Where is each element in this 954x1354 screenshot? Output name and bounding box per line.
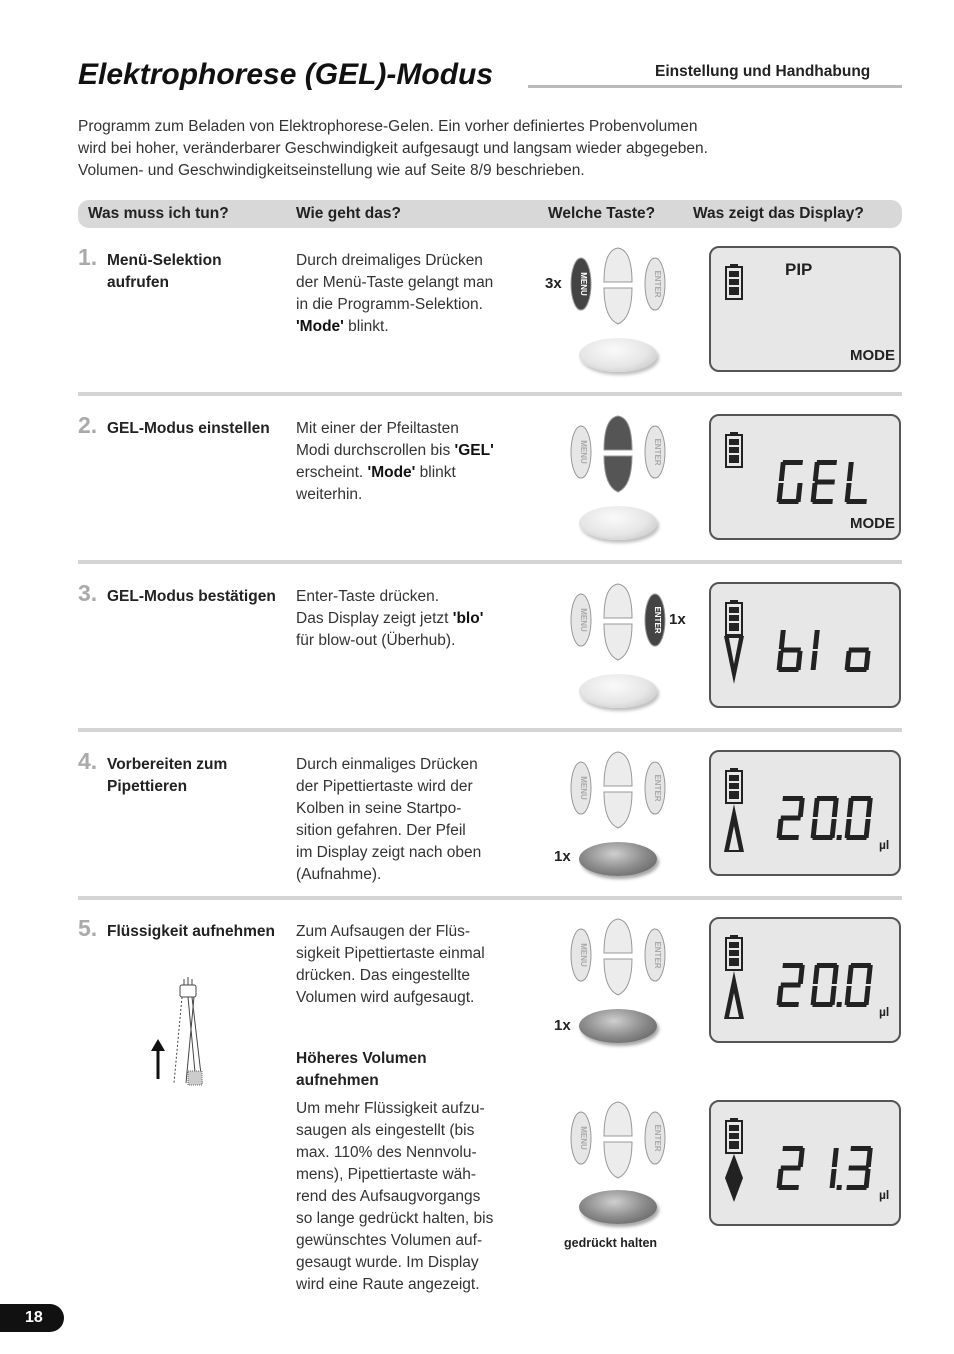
arrow-up-key[interactable] bbox=[604, 752, 632, 786]
subhead-line: aufnehmen bbox=[296, 1072, 379, 1089]
arrow-down-key[interactable] bbox=[604, 288, 632, 324]
lcd-mode-label: MODE bbox=[850, 347, 895, 364]
svg-text:MENU: MENU bbox=[579, 272, 588, 296]
description-line: 'Mode' blinkt. bbox=[296, 318, 389, 335]
pipette-keypad bbox=[570, 917, 668, 997]
pipette-keypad bbox=[570, 750, 668, 830]
svg-text:MENU: MENU bbox=[579, 776, 588, 800]
lcd-display bbox=[709, 582, 901, 708]
description-line: sigkeit Pipettiertaste einmal bbox=[296, 945, 485, 962]
step-divider bbox=[78, 392, 902, 396]
pipette-illustration bbox=[140, 975, 210, 1090]
step-divider bbox=[78, 560, 902, 564]
svg-text:ENTER: ENTER bbox=[653, 774, 662, 802]
step-title: Flüssigkeit aufnehmen bbox=[107, 923, 275, 940]
pipetting-button[interactable] bbox=[579, 1009, 657, 1043]
arrow-down-key[interactable] bbox=[604, 1142, 632, 1178]
lcd-unit-label: µl bbox=[879, 838, 890, 852]
arrow-up-key[interactable] bbox=[604, 584, 632, 618]
menu-key[interactable] bbox=[571, 1112, 591, 1164]
step-number: 5. bbox=[78, 915, 98, 941]
step-description bbox=[296, 250, 531, 338]
enter-key[interactable] bbox=[645, 258, 665, 310]
lcd-segment bbox=[813, 798, 820, 817]
lcd-segment bbox=[778, 1185, 799, 1190]
step-divider bbox=[78, 896, 902, 900]
description-line: der Menü-Taste gelangt man bbox=[296, 274, 494, 291]
lcd-display bbox=[709, 917, 901, 1043]
intro-line: wird bei hoher, veränderbarer Geschwindigkeit aufgesaugt und langsam wieder abgegeben. bbox=[78, 140, 708, 157]
lcd-segment bbox=[847, 965, 854, 984]
description-line: in die Programm-Selektion. bbox=[296, 296, 483, 313]
arrow-down-key[interactable] bbox=[604, 456, 632, 492]
lcd-segment bbox=[812, 499, 833, 504]
step-title: GEL-Modus bestätigen bbox=[107, 588, 276, 605]
lcd-unit-label: µl bbox=[879, 1188, 890, 1202]
description-line: (Aufnahme). bbox=[296, 866, 382, 883]
title-rule bbox=[528, 85, 902, 88]
seven-segment-readout bbox=[775, 628, 885, 684]
lcd-segment bbox=[796, 483, 803, 502]
press-count: 1x bbox=[669, 611, 686, 628]
diamond-icon bbox=[721, 1154, 747, 1206]
step-description bbox=[296, 921, 531, 1009]
step-description bbox=[296, 754, 531, 886]
seven-segment-readout bbox=[775, 796, 885, 852]
lcd-segment bbox=[832, 1148, 839, 1167]
enter-key[interactable] bbox=[645, 762, 665, 814]
seven-segment-readout bbox=[775, 963, 885, 1019]
subheading-higher-volume bbox=[296, 1048, 427, 1092]
battery-icon bbox=[725, 264, 743, 300]
lcd-segment bbox=[813, 462, 820, 481]
description-line: für blow-out (Überhub). bbox=[296, 632, 456, 649]
arrow-down-key[interactable] bbox=[604, 792, 632, 828]
step-number: 3. bbox=[78, 580, 98, 606]
column-header-display: Was zeigt das Display? bbox=[693, 205, 864, 222]
step-number-wrap bbox=[78, 915, 97, 942]
step-number-wrap bbox=[78, 244, 97, 271]
step-title: Vorbereiten zum Pipettieren bbox=[107, 756, 228, 795]
menu-key[interactable] bbox=[571, 762, 591, 814]
lcd-program-label: PIP bbox=[785, 260, 813, 279]
description-line: gesaugt wurde. Im Display bbox=[296, 1254, 479, 1271]
lcd-segment bbox=[778, 835, 799, 840]
enter-key[interactable] bbox=[645, 594, 665, 646]
lcd-display bbox=[709, 246, 901, 372]
pipette-keypad bbox=[570, 582, 668, 662]
intro-line: Volumen- und Geschwindigkeitseinstellung wie auf Seite 8/9 beschrieben. bbox=[78, 162, 585, 179]
svg-text:ENTER: ENTER bbox=[653, 1124, 662, 1152]
arrow-up-key[interactable] bbox=[604, 416, 632, 450]
menu-key[interactable] bbox=[571, 594, 591, 646]
lcd-segment bbox=[846, 1185, 867, 1190]
lcd-segment bbox=[780, 816, 801, 821]
step-description bbox=[296, 586, 531, 652]
menu-key[interactable] bbox=[571, 929, 591, 981]
page-number: 18 bbox=[25, 1309, 43, 1326]
arrow-up-key[interactable] bbox=[604, 919, 632, 953]
column-header-what: Was muss ich tun? bbox=[88, 205, 229, 222]
svg-text:ENTER: ENTER bbox=[653, 270, 662, 298]
description-line: Um mehr Flüssigkeit aufzu- bbox=[296, 1100, 485, 1117]
lcd-display bbox=[709, 414, 901, 540]
lcd-display bbox=[709, 750, 901, 876]
column-header-how: Wie geht das? bbox=[296, 205, 401, 222]
step-title: GEL-Modus einstellen bbox=[107, 420, 270, 437]
pipette-tip-top bbox=[180, 985, 196, 997]
arrow-down-key[interactable] bbox=[604, 959, 632, 995]
svg-text:MENU: MENU bbox=[579, 1126, 588, 1150]
lcd-segment bbox=[846, 499, 867, 504]
description-line: mens), Pipettiertaste wäh- bbox=[296, 1166, 477, 1183]
description-line: sition gefahren. Der Pfeil bbox=[296, 822, 466, 839]
description-line: Kolben in seine Startpo- bbox=[296, 800, 462, 817]
svg-text:MENU: MENU bbox=[579, 440, 588, 464]
button-note: gedrückt halten bbox=[564, 1236, 658, 1250]
arrow-up-key[interactable] bbox=[604, 1102, 632, 1136]
svg-text:ENTER: ENTER bbox=[653, 438, 662, 466]
lcd-segment bbox=[813, 630, 820, 649]
step-number: 2. bbox=[78, 412, 98, 438]
enter-key[interactable] bbox=[645, 426, 665, 478]
decimal-point bbox=[836, 1185, 842, 1190]
pipette-keypad bbox=[570, 1100, 668, 1180]
step-description bbox=[296, 1098, 531, 1296]
lcd-segment bbox=[813, 965, 820, 984]
battery-icon bbox=[725, 600, 743, 636]
pipette-keypad bbox=[570, 414, 668, 494]
arrow-down-key[interactable] bbox=[604, 624, 632, 660]
battery-icon bbox=[725, 432, 743, 468]
description-line: gewünschtes Volumen auf- bbox=[296, 1232, 483, 1249]
column-header-key: Welche Taste? bbox=[548, 205, 656, 222]
description-line: Durch einmaliges Drücken bbox=[296, 756, 478, 773]
page-number-tab bbox=[0, 1304, 64, 1332]
lcd-segment bbox=[864, 651, 871, 670]
up-arrow-icon bbox=[151, 1039, 165, 1079]
description-line: weiterhin. bbox=[296, 486, 363, 503]
description-line: Durch dreimaliges Drücken bbox=[296, 252, 483, 269]
lcd-segment bbox=[814, 480, 835, 485]
intro-paragraph bbox=[78, 116, 818, 182]
description-line: Das Display zeigt jetzt 'blo' bbox=[296, 610, 484, 627]
description-line: saugen als eingestellt (bis bbox=[296, 1122, 475, 1139]
pipetting-button[interactable] bbox=[579, 674, 657, 708]
decimal-point bbox=[836, 1002, 842, 1007]
page-title: Elektrophorese (GEL)-Modus bbox=[78, 58, 494, 91]
description-line: erscheint. 'Mode' blinkt bbox=[296, 464, 456, 481]
description-line: drücken. Das eingestellte bbox=[296, 967, 471, 984]
lcd-segment bbox=[780, 1166, 801, 1171]
lcd-unit-label: µl bbox=[879, 1005, 890, 1019]
lcd-segment bbox=[780, 983, 801, 988]
lcd-mode-label: MODE bbox=[850, 515, 895, 532]
description-line: rend des Aufsaugvorgangs bbox=[296, 1188, 481, 1205]
step-title: Menü-Selektion aufrufen bbox=[107, 252, 222, 291]
section-heading: Einstellung und Handhabung bbox=[655, 63, 871, 80]
lcd-segment bbox=[847, 462, 854, 481]
pipetting-button[interactable] bbox=[579, 842, 657, 876]
press-count: 1x bbox=[554, 848, 571, 865]
lcd-segment bbox=[779, 630, 786, 649]
seven-segment-readout bbox=[775, 1146, 885, 1202]
up-arrow-icon bbox=[721, 971, 747, 1023]
svg-text:ENTER: ENTER bbox=[653, 606, 662, 634]
description-line: max. 110% des Nennvolu- bbox=[296, 1144, 477, 1161]
description-line: im Display zeigt nach oben bbox=[296, 844, 482, 861]
lcd-segment bbox=[796, 651, 803, 670]
down-arrow-icon bbox=[721, 636, 747, 688]
step-divider bbox=[78, 728, 902, 732]
svg-text:MENU: MENU bbox=[579, 608, 588, 632]
seven-segment-readout bbox=[775, 460, 885, 516]
intro-line: Programm zum Beladen von Elektrophorese-Gelen. Ein vorher definiertes Probenvolumen bbox=[78, 118, 698, 135]
battery-icon bbox=[725, 768, 743, 804]
pipetting-button[interactable] bbox=[579, 338, 657, 372]
description-line: Mit einer der Pfeiltasten bbox=[296, 420, 459, 437]
menu-key[interactable] bbox=[571, 258, 591, 310]
enter-key[interactable] bbox=[645, 929, 665, 981]
lcd-display bbox=[709, 1100, 901, 1226]
description-line: so lange gedrückt halten, bis bbox=[296, 1210, 494, 1227]
press-count: 1x bbox=[554, 1017, 571, 1034]
description-line: Modi durchscrollen bis 'GEL' bbox=[296, 442, 494, 459]
step-number: 4. bbox=[78, 748, 98, 774]
pipetting-button[interactable] bbox=[579, 1190, 657, 1224]
description-line: Enter-Taste drücken. bbox=[296, 588, 440, 605]
svg-text:ENTER: ENTER bbox=[653, 941, 662, 969]
lcd-segment bbox=[779, 462, 786, 481]
step-number-wrap bbox=[78, 748, 97, 775]
decimal-point bbox=[836, 835, 842, 840]
enter-key[interactable] bbox=[645, 1112, 665, 1164]
description-line: der Pipettiertaste wird der bbox=[296, 778, 473, 795]
up-arrow-icon bbox=[721, 804, 747, 856]
subhead-line: Höheres Volumen bbox=[296, 1050, 427, 1067]
step-number-wrap bbox=[78, 412, 97, 439]
pipette-keypad bbox=[570, 246, 668, 326]
lcd-segment bbox=[830, 1169, 837, 1188]
arrow-up-key[interactable] bbox=[604, 248, 632, 282]
step-description bbox=[296, 418, 531, 506]
description-line: Zum Aufsaugen der Flüs- bbox=[296, 923, 471, 940]
description-line: wird eine Raute angezeigt. bbox=[296, 1276, 480, 1293]
lcd-segment bbox=[778, 1002, 799, 1007]
lcd-segment bbox=[811, 651, 818, 670]
step-number-wrap bbox=[78, 580, 97, 607]
battery-icon bbox=[725, 935, 743, 971]
description-line: Volumen wird aufgesaugt. bbox=[296, 989, 475, 1006]
step-number: 1. bbox=[78, 244, 98, 270]
press-count: 3x bbox=[545, 275, 562, 292]
battery-icon bbox=[725, 1118, 743, 1154]
menu-key[interactable] bbox=[571, 426, 591, 478]
svg-text:MENU: MENU bbox=[579, 943, 588, 967]
lcd-segment bbox=[847, 798, 854, 817]
pipetting-button[interactable] bbox=[579, 506, 657, 540]
